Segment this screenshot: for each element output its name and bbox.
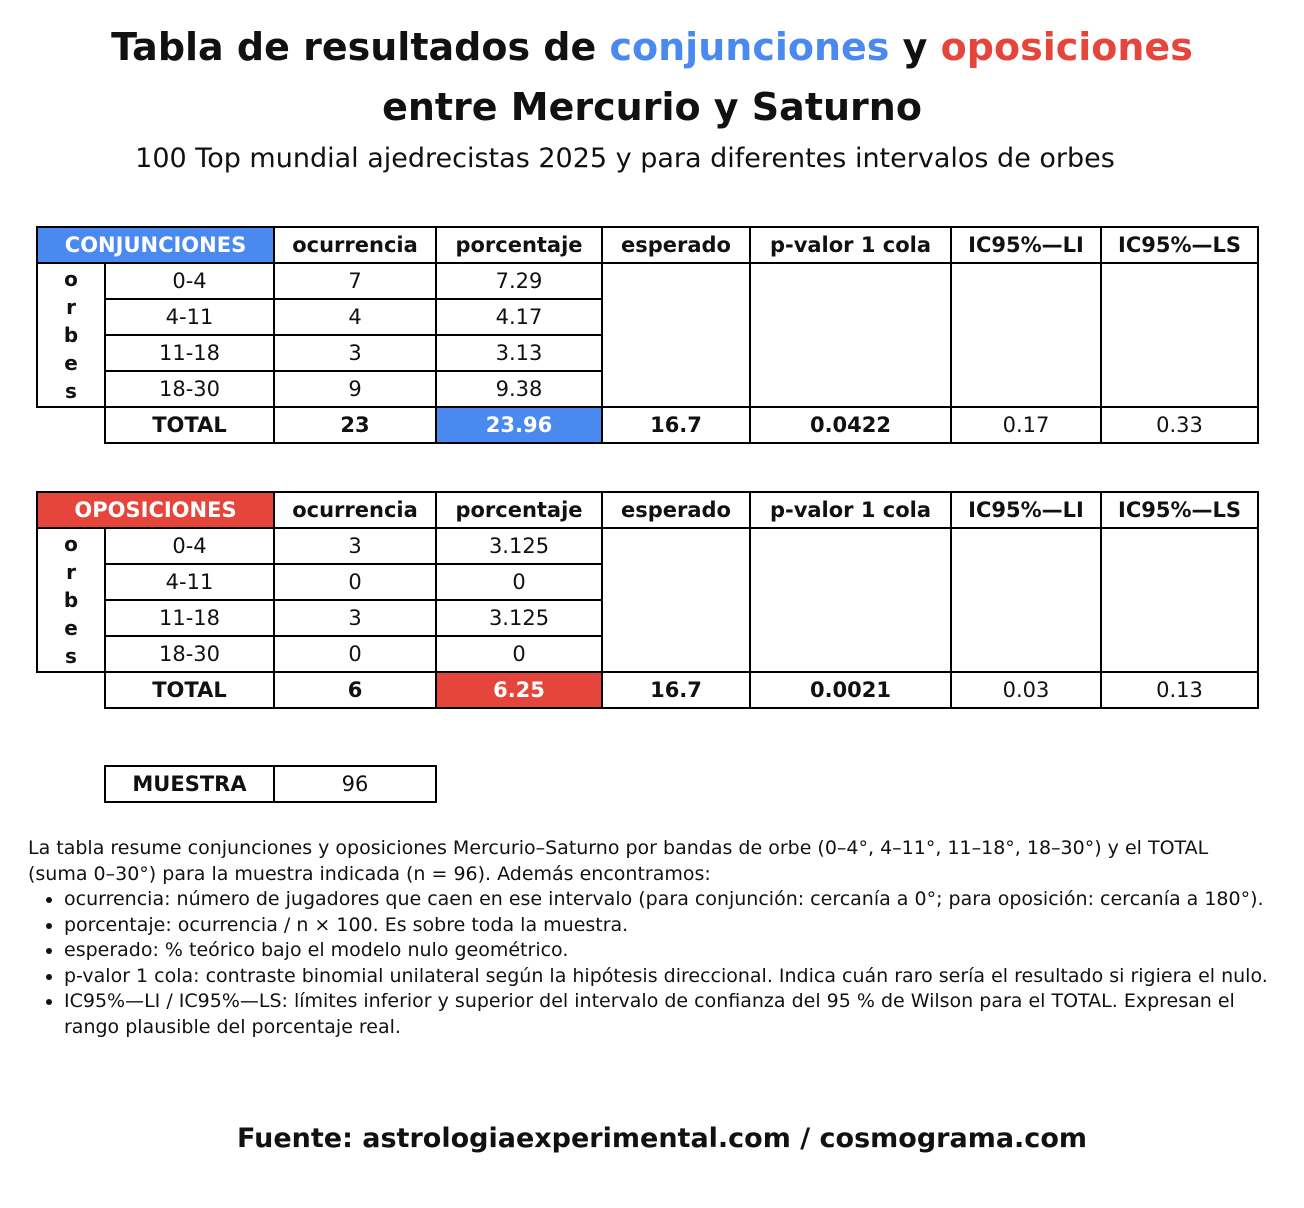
list-item: • ocurrencia: número de jugadores que caen en ese intervalo (para conjunción: cercanía a 0°; para oposición: cercanía a 180°). [64,887,1268,913]
porcentaje-cell: 0 [436,564,602,600]
ocurrencia-cell: 3 [274,335,436,371]
conj-label: CONJUNCIONES [37,227,274,263]
opo-header-li: IC95%—LI [951,492,1101,528]
pvalor-empty-cell [750,263,951,407]
orbes-label: o r b e s [37,528,105,672]
band-cell: 0-4 [105,263,274,299]
ocurrencia-cell: 0 [274,636,436,672]
esperado-empty-cell [602,263,750,407]
muestra-value: 96 [274,766,436,802]
opo-header-porcentaje: porcentaje [436,492,602,528]
muestra-row [105,766,436,802]
list-item: • porcentaje: ocurrencia / n × 100. Es sobre toda la muestra. [64,913,1268,939]
title-line-1 [0,18,1304,76]
total-label: TOTAL [105,672,274,708]
opo-header-pvalor: p-valor 1 cola [750,492,951,528]
ocurrencia-cell: 0 [274,564,436,600]
total-ls: 0.13 [1101,672,1258,708]
title-part1: Tabla de resultados de [111,25,610,69]
porcentaje-cell: 0 [436,636,602,672]
muestra-table [104,765,437,803]
total-ls: 0.33 [1101,407,1258,443]
opo-header-esperado: esperado [602,492,750,528]
total-esperado: 16.7 [602,407,750,443]
porcentaje-cell: 3.13 [436,335,602,371]
band-cell: 4-11 [105,299,274,335]
total-pvalor: 0.0422 [750,407,951,443]
list-item: • IC95%—LI / IC95%—LS: límites inferior y superior del intervalo de confianza del 95 % de Wilson para el TOTAL. Expresan el rango plausible del porcentaje real. [64,989,1268,1040]
conj-header-pvalor: p-valor 1 cola [750,227,951,263]
table-row [37,528,1258,564]
conj-header-ls: IC95%—LS [1101,227,1258,263]
description [28,836,1268,1040]
opo-total-row [37,672,1258,708]
conj-header-ocurrencia: ocurrencia [274,227,436,263]
li-empty-cell [951,263,1101,407]
description-intro: La tabla resume conjunciones y oposiciones Mercurio–Saturno por bandas de orbe (0–4°, 4–11°, 11–18°, 18–30°) y el TOTAL (suma 0–30°) para la muestra indicada (n = 96). Además encontramos: [28,837,1209,885]
total-ocurrencia: 23 [274,407,436,443]
total-pvalor: 0.0021 [750,672,951,708]
list-item: • esperado: % teórico bajo el modelo nulo geométrico. [64,938,1268,964]
opo-label: OPOSICIONES [37,492,274,528]
list-item: • p-valor 1 cola: contraste binomial unilateral según la hipótesis direccional. Indica cuán raro sería el resultado si rigiera el nulo. [64,964,1268,990]
opo-header-row [37,492,1258,528]
total-esperado: 16.7 [602,672,750,708]
title-and: y [889,25,941,69]
table-row [37,263,1258,299]
porcentaje-cell: 4.17 [436,299,602,335]
pvalor-empty-cell [750,528,951,672]
ocurrencia-cell: 3 [274,528,436,564]
title-line-2: entre Mercurio y Saturno [382,85,922,129]
esperado-empty-cell [602,528,750,672]
title-conjunciones: conjunciones [609,25,890,69]
subtitle: 100 Top mundial ajedrecistas 2025 y para diferentes intervalos de orbes [135,143,1115,174]
total-li: 0.17 [951,407,1101,443]
ocurrencia-cell: 7 [274,263,436,299]
porcentaje-cell: 9.38 [436,371,602,407]
ocurrencia-cell: 4 [274,299,436,335]
conj-header-porcentaje: porcentaje [436,227,602,263]
title-oposiciones: oposiciones [940,25,1193,69]
conjunciones-table [36,226,1259,444]
conj-header-row [37,227,1258,263]
porcentaje-cell: 3.125 [436,600,602,636]
ls-empty-cell [1101,528,1258,672]
total-porcentaje: 23.96 [436,407,602,443]
conj-header-li: IC95%—LI [951,227,1101,263]
total-label: TOTAL [105,407,274,443]
porcentaje-cell: 7.29 [436,263,602,299]
opo-header-ls: IC95%—LS [1101,492,1258,528]
total-ocurrencia: 6 [274,672,436,708]
source-line: Fuente: astrologiaexperimental.com / cosmograma.com [237,1123,1087,1154]
porcentaje-cell: 3.125 [436,528,602,564]
conj-total-row [37,407,1258,443]
band-cell: 11-18 [105,335,274,371]
band-cell: 18-30 [105,371,274,407]
band-cell: 11-18 [105,600,274,636]
ocurrencia-cell: 9 [274,371,436,407]
spacer-cell [37,672,105,708]
opo-header-ocurrencia: ocurrencia [274,492,436,528]
band-cell: 4-11 [105,564,274,600]
total-porcentaje: 6.25 [436,672,602,708]
band-cell: 0-4 [105,528,274,564]
band-cell: 18-30 [105,636,274,672]
ls-empty-cell [1101,263,1258,407]
total-li: 0.03 [951,672,1101,708]
orbes-label: o r b e s [37,263,105,407]
ocurrencia-cell: 3 [274,600,436,636]
spacer-cell [37,407,105,443]
conj-header-esperado: esperado [602,227,750,263]
description-list [28,887,1268,1040]
li-empty-cell [951,528,1101,672]
oposiciones-table [36,491,1259,709]
muestra-label: MUESTRA [105,766,274,802]
